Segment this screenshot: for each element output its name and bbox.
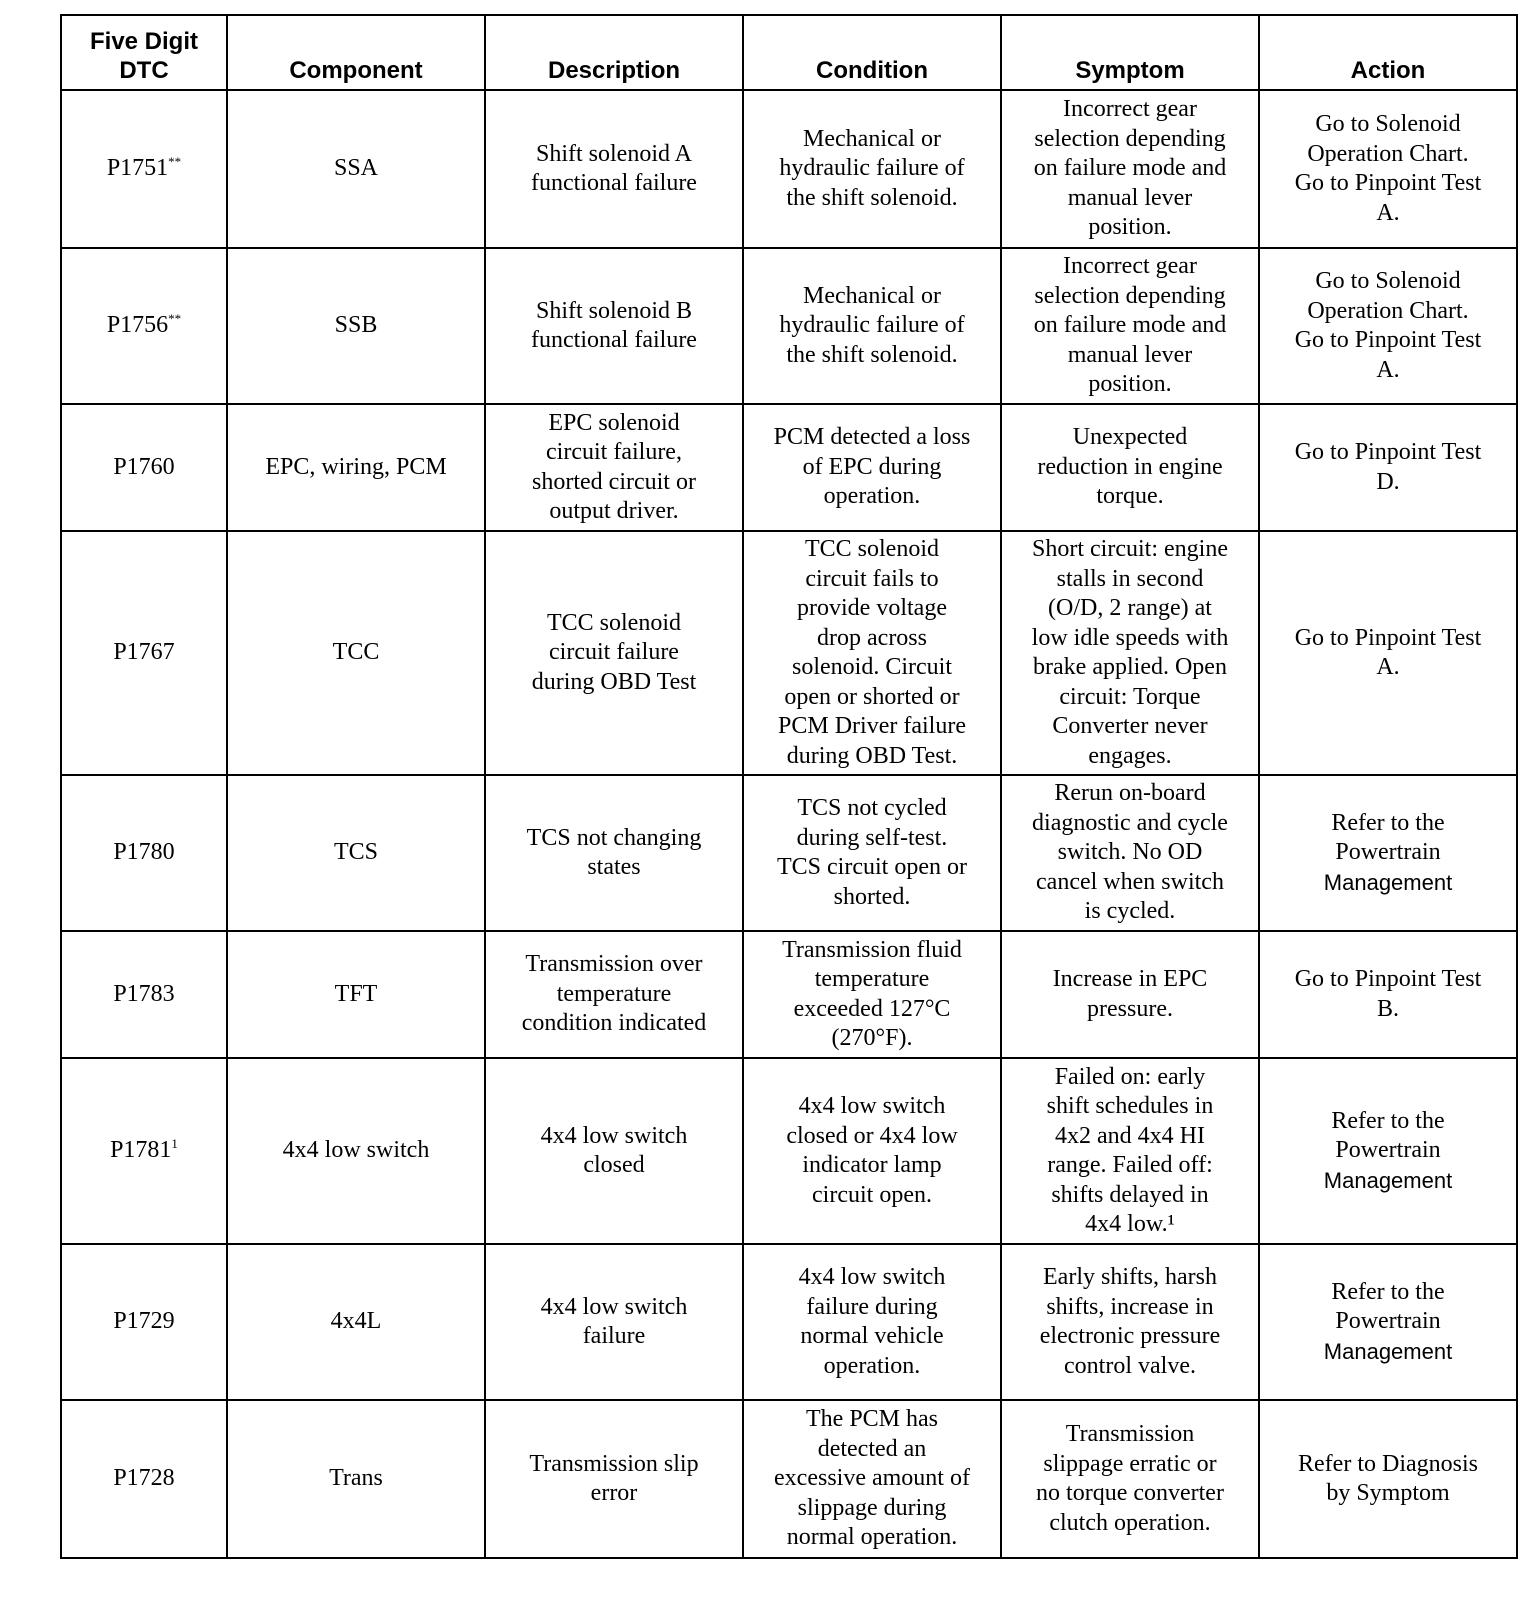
- condition-cell: Mechanical or hydraulic failure of the shift solenoid.: [743, 248, 1001, 404]
- dtc-cell: [61, 90, 227, 248]
- description-cell: TCS not changing states: [485, 775, 743, 931]
- dtc-footnote-mark: 1: [171, 1136, 178, 1152]
- condition-cell: Mechanical or hydraulic failure of the shift solenoid.: [743, 90, 1001, 248]
- action-cell: [1259, 931, 1517, 1058]
- dtc-code: P1729: [113, 1308, 175, 1335]
- action-text: Refer to Diagnosis by Symptom: [1298, 1450, 1478, 1506]
- action-text: Go to Pinpoint Test B.: [1294, 966, 1482, 1022]
- header-component: Component: [227, 15, 485, 90]
- component-cell: TCC: [227, 531, 485, 775]
- component-cell: EPC, wiring, PCM: [227, 404, 485, 531]
- description-cell: 4x4 low switch failure: [485, 1244, 743, 1400]
- dtc-code: P1760: [113, 453, 175, 480]
- symptom-cell: Rerun on-board diagnostic and cycle switch. No OD cancel when switch is cycled.: [1001, 775, 1259, 931]
- dtc-cell: [61, 775, 227, 931]
- dtc-code: P1751: [106, 155, 169, 182]
- component-cell: 4x4 low switch: [227, 1058, 485, 1244]
- dtc-cell: [61, 248, 227, 404]
- dtc-cell: [61, 1244, 227, 1400]
- action-cell: [1259, 248, 1517, 404]
- condition-cell: TCS not cycled during self-test. TCS circuit open or shorted.: [743, 775, 1001, 931]
- description-cell: TCC solenoid circuit failure during OBD Test: [485, 531, 743, 775]
- symptom-cell: Incorrect gear selection depending on failure mode and manual lever position.: [1001, 90, 1259, 248]
- symptom-cell: Incorrect gear selection depending on failure mode and manual lever position.: [1001, 248, 1259, 404]
- component-cell: 4x4L: [227, 1244, 485, 1400]
- condition-cell: TCC solenoid circuit fails to provide voltage drop across solenoid. Circuit open or shorted or PCM Driver failure during OBD Test.: [743, 531, 1001, 775]
- action-cell: [1259, 1400, 1517, 1558]
- component-cell: SSB: [227, 248, 485, 404]
- table-row: [61, 1244, 1517, 1400]
- symptom-cell: Short circuit: engine stalls in second (O/D, 2 range) at low idle speeds with brake applied. Open circuit: Torque Converter never engages.: [1001, 531, 1259, 775]
- action-extra-text: Management: [1323, 1338, 1453, 1364]
- condition-cell: 4x4 low switch failure during normal vehicle operation.: [743, 1244, 1001, 1400]
- condition-cell: The PCM has detected an excessive amount of slippage during normal operation.: [743, 1400, 1001, 1558]
- header-symptom: Symptom: [1001, 15, 1259, 90]
- description-cell: Shift solenoid B functional failure: [485, 248, 743, 404]
- action-text: Go to Pinpoint Test D.: [1294, 439, 1482, 495]
- dtc-code: P1728: [113, 1465, 175, 1492]
- symptom-cell: Transmission slippage erratic or no torque converter clutch operation.: [1001, 1400, 1259, 1558]
- header-description: Description: [485, 15, 743, 90]
- action-cell: [1259, 404, 1517, 531]
- dtc-code: P1756: [106, 312, 169, 339]
- dtc-cell: [61, 931, 227, 1058]
- action-extra-text: Management: [1323, 869, 1453, 895]
- dtc-code: P1767: [113, 639, 175, 666]
- condition-cell: PCM detected a loss of EPC during operation.: [743, 404, 1001, 531]
- action-cell: [1259, 1244, 1517, 1400]
- table-row: [61, 90, 1517, 248]
- condition-cell: 4x4 low switch closed or 4x4 low indicator lamp circuit open.: [743, 1058, 1001, 1244]
- description-cell: 4x4 low switch closed: [485, 1058, 743, 1244]
- dtc-cell: [61, 1058, 227, 1244]
- action-extra-text: Management: [1323, 1167, 1453, 1193]
- table-row: [61, 775, 1517, 931]
- action-text: Refer to the Powertrain: [1331, 1107, 1445, 1164]
- dtc-footnote-mark: **: [168, 311, 182, 327]
- action-text: Go to Solenoid Operation Chart. Go to Pinpoint Test A.: [1294, 111, 1482, 226]
- action-cell: [1259, 90, 1517, 248]
- dtc-code: P1780: [113, 839, 175, 866]
- table-row: [61, 404, 1517, 531]
- dtc-cell: [61, 404, 227, 531]
- table-row: [61, 1058, 1517, 1244]
- dtc-code: P1781: [110, 1137, 172, 1164]
- dtc-table: [60, 14, 1518, 1559]
- description-cell: Shift solenoid A functional failure: [485, 90, 743, 248]
- component-cell: SSA: [227, 90, 485, 248]
- symptom-cell: Early shifts, harsh shifts, increase in electronic pressure control valve.: [1001, 1244, 1259, 1400]
- component-cell: TCS: [227, 775, 485, 931]
- dtc-cell: [61, 1400, 227, 1558]
- action-cell: [1259, 775, 1517, 931]
- table-row: [61, 1400, 1517, 1558]
- description-cell: EPC solenoid circuit failure, shorted circuit or output driver.: [485, 404, 743, 531]
- component-cell: Trans: [227, 1400, 485, 1558]
- symptom-cell: Increase in EPC pressure.: [1001, 931, 1259, 1058]
- description-cell: Transmission slip error: [485, 1400, 743, 1558]
- action-text: Go to Pinpoint Test A.: [1294, 624, 1482, 680]
- dtc-code: P1783: [113, 980, 175, 1007]
- table-row: [61, 531, 1517, 775]
- table-row: [61, 248, 1517, 404]
- description-cell: Transmission over temperature condition indicated: [485, 931, 743, 1058]
- component-cell: TFT: [227, 931, 485, 1058]
- action-text: Go to Solenoid Operation Chart. Go to Pinpoint Test A.: [1294, 268, 1482, 383]
- symptom-cell: Unexpected reduction in engine torque.: [1001, 404, 1259, 531]
- action-cell: [1259, 531, 1517, 775]
- header-action: Action: [1259, 15, 1517, 90]
- condition-cell: Transmission fluid temperature exceeded 127°C (270°F).: [743, 931, 1001, 1058]
- header-condition: Condition: [743, 15, 1001, 90]
- table-row: [61, 931, 1517, 1058]
- dtc-cell: [61, 531, 227, 775]
- symptom-cell: Failed on: early shift schedules in 4x2 and 4x4 HI range. Failed off: shifts delayed in 4x4 low.¹: [1001, 1058, 1259, 1244]
- dtc-footnote-mark: **: [168, 154, 182, 170]
- header-row: [61, 15, 1517, 90]
- header-dtc: Five Digit DTC: [61, 15, 227, 90]
- action-text: Refer to the Powertrain: [1331, 809, 1445, 866]
- action-text: Refer to the Powertrain: [1331, 1278, 1445, 1335]
- action-cell: [1259, 1058, 1517, 1244]
